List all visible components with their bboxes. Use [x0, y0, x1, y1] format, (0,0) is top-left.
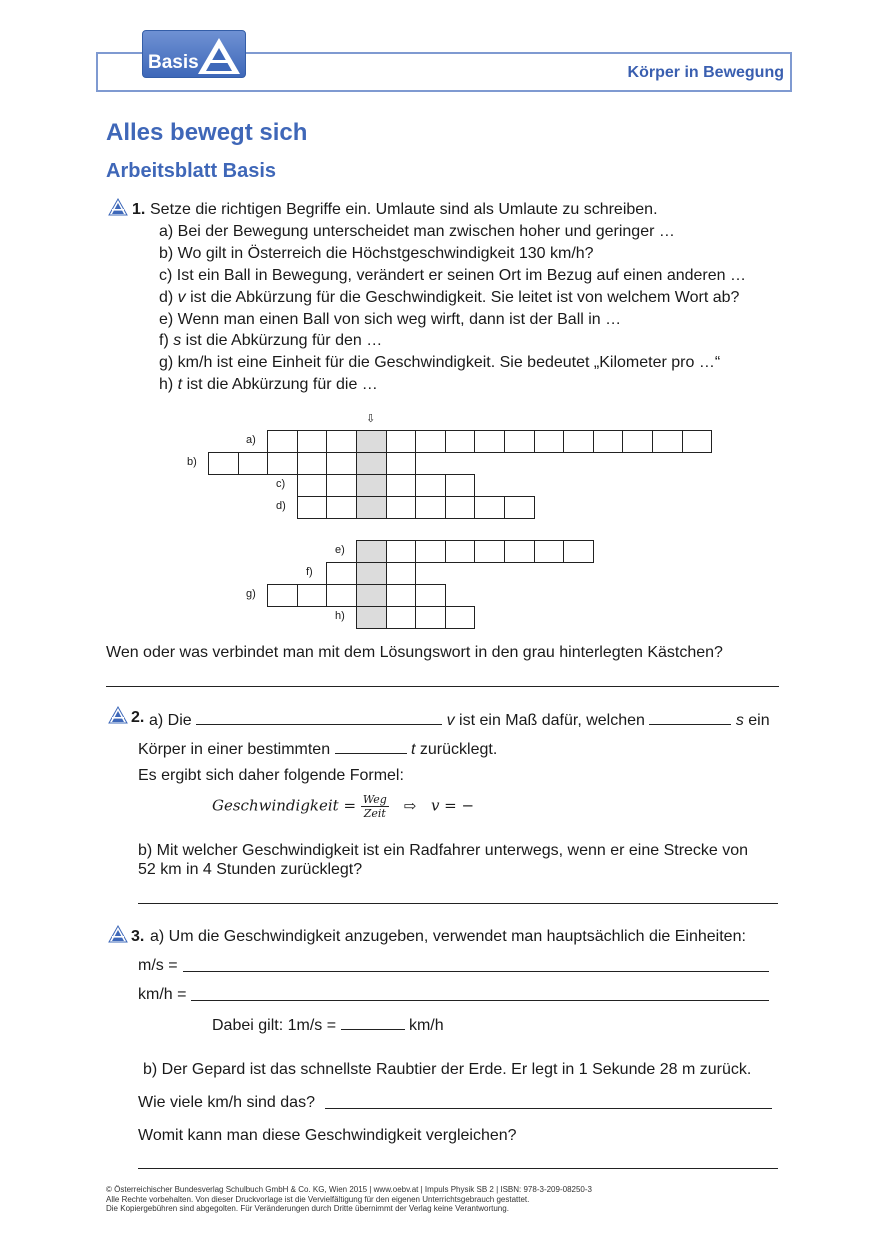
task1-item-d: d) v ist die Abkürzung für die Geschwindigkeit. Sie leitet ist von welchem Wort ab? [159, 289, 740, 306]
crossword-cell-h[interactable] [445, 606, 476, 629]
crossword-cell-h[interactable] [386, 606, 417, 629]
solution-arrow-icon: ⇩ [366, 413, 376, 425]
crossword-cell-e[interactable] [415, 540, 446, 563]
crossword-cell-b[interactable] [297, 452, 328, 475]
crossword-cell-b[interactable] [326, 452, 357, 475]
crossword-cell-d[interactable] [297, 496, 328, 519]
task2-line-a: a) Die v ist ein Maß dafür, welchen s ein [149, 708, 770, 731]
task3-b-text: b) Der Gepard ist das schnellste Raubtier der Erde. Er legt in 1 Sekunde 28 m zurück. [143, 1061, 752, 1078]
crossword-cell-b[interactable] [386, 452, 417, 475]
task1-number: 1. [132, 201, 146, 218]
crossword-cell-a[interactable] [445, 430, 476, 453]
crossword-cell-b[interactable] [356, 452, 387, 475]
crossword-cell-g[interactable] [267, 584, 298, 607]
logo-triangle-icon [196, 36, 242, 76]
answer-line-kmh[interactable] [191, 1000, 769, 1001]
crossword-cell-h[interactable] [356, 606, 387, 629]
page-subtitle: Arbeitsblatt Basis [106, 160, 277, 182]
crossword-cell-c[interactable] [326, 474, 357, 497]
crossword-cell-a[interactable] [267, 430, 298, 453]
crossword-cell-e[interactable] [386, 540, 417, 563]
task1-item-h: h) t ist die Abkürzung für die … [159, 376, 378, 393]
grid-label-c: c) [276, 478, 286, 490]
crossword-cell-a[interactable] [682, 430, 713, 453]
task1-item-c: c) Ist ein Ball in Bewegung, verändert er seinen Ort im Bezug auf einen anderen … [159, 267, 746, 284]
task2-line-b: Körper in einer bestimmten t zurücklegt. [138, 737, 497, 760]
crossword-cell-a[interactable] [386, 430, 417, 453]
page-title: Alles bewegt sich [106, 119, 308, 146]
grid-label-a: a) [246, 434, 256, 446]
task2-b-question-2: 52 km in 4 Stunden zurücklegt? [138, 861, 363, 878]
task2-number: 2. [131, 709, 145, 726]
formula-arrow-icon: ⇨ [403, 796, 417, 815]
blank-bestimmten[interactable] [335, 737, 407, 754]
task1-item-g: g) km/h ist eine Einheit für die Geschwindigkeit. Sie bedeutet „Kilometer pro …“ [159, 354, 721, 371]
crossword-cell-a[interactable] [563, 430, 594, 453]
crossword-cell-a[interactable] [593, 430, 624, 453]
footer [106, 1185, 592, 1214]
crossword-cell-f[interactable] [326, 562, 357, 585]
crossword-cell-g[interactable] [386, 584, 417, 607]
grid-label-f: f) [306, 566, 313, 578]
crossword-cell-f[interactable] [386, 562, 417, 585]
crossword-cell-e[interactable] [474, 540, 505, 563]
crossword-cell-c[interactable] [415, 474, 446, 497]
task1-item-f: f) s ist die Abkürzung für den … [159, 332, 383, 349]
grid-label-h: h) [335, 610, 345, 622]
crossword-cell-b[interactable] [208, 452, 239, 475]
answer-line-ms[interactable] [183, 971, 769, 972]
answer-line-kmh-gepard[interactable] [325, 1108, 772, 1109]
crossword-cell-e[interactable] [563, 540, 594, 563]
crossword-cell-e[interactable] [534, 540, 565, 563]
crossword-cell-a[interactable] [474, 430, 505, 453]
task3-dabei: Dabei gilt: 1m/s = km/h [212, 1013, 444, 1036]
pyramid-level-icon [108, 706, 128, 724]
task2-b-question-1: b) Mit welcher Geschwindigkeit ist ein Radfahrer unterwegs, wenn er eine Strecke von [138, 842, 749, 859]
pyramid-level-icon [108, 198, 128, 216]
task3-a-text: a) Um die Geschwindigkeit anzugeben, verwendet man hauptsächlich die Einheiten: [150, 928, 746, 945]
answer-line-3[interactable] [138, 1168, 778, 1169]
crossword-cell-a[interactable] [297, 430, 328, 453]
header-title: Körper in Bewegung [627, 64, 784, 81]
crossword-cell-a[interactable] [326, 430, 357, 453]
task3-wie-viele: Wie viele km/h sind das? [138, 1094, 315, 1111]
footer-line-1: © Österreichischer Bundesverlag Schulbuch GmbH & Co. KG, Wien 2015 | www.oebv.at | Impuls Physik SB 2 | ISBN: 978-3-209-08250-3 [106, 1185, 592, 1194]
grid-label-e: e) [335, 544, 345, 556]
task1-item-e: e) Wenn man einen Ball von sich weg wirft, dann ist der Ball in … [159, 311, 622, 328]
crossword-cell-e[interactable] [445, 540, 476, 563]
crossword-cell-g[interactable] [297, 584, 328, 607]
crossword-cell-e[interactable] [504, 540, 535, 563]
blank-welchen[interactable] [649, 708, 731, 725]
blank-die[interactable] [196, 708, 442, 725]
crossword-cell-h[interactable] [415, 606, 446, 629]
logo-text: Basis [148, 52, 199, 73]
grid-label-b: b) [187, 456, 197, 468]
crossword-cell-g[interactable] [356, 584, 387, 607]
crossword-cell-a[interactable] [356, 430, 387, 453]
crossword-cell-d[interactable] [445, 496, 476, 519]
crossword-cell-d[interactable] [356, 496, 387, 519]
answer-line-2[interactable] [138, 903, 778, 904]
crossword-cell-a[interactable] [504, 430, 535, 453]
task2-formula: Geschwindigkeit = $\frac{\text{Weg}}{\text{Zeit}}$ ⇨ v = − [212, 793, 475, 820]
crossword-cell-a[interactable] [534, 430, 565, 453]
task1-question: Wen oder was verbindet man mit dem Lösungswort in den grau hinterlegten Kästchen? [106, 644, 723, 661]
crossword-cell-c[interactable] [356, 474, 387, 497]
task3-kmh-label: km/h = [138, 986, 187, 1003]
grid-label-d: d) [276, 500, 286, 512]
crossword-cell-a[interactable] [652, 430, 683, 453]
crossword-cell-c[interactable] [386, 474, 417, 497]
crossword-cell-g[interactable] [326, 584, 357, 607]
blank-conversion[interactable] [341, 1013, 405, 1030]
crossword-cell-b[interactable] [238, 452, 269, 475]
crossword-cell-e[interactable] [356, 540, 387, 563]
task2-formula-intro: Es ergibt sich daher folgende Formel: [138, 767, 404, 784]
crossword-cell-c[interactable] [445, 474, 476, 497]
task3-womit: Womit kann man diese Geschwindigkeit vergleichen? [138, 1127, 517, 1144]
task3-ms-label: m/s = [138, 957, 178, 974]
crossword-cell-c[interactable] [297, 474, 328, 497]
crossword-cell-d[interactable] [415, 496, 446, 519]
task1-instruction: Setze die richtigen Begriffe ein. Umlaute sind als Umlaute zu schreiben. [150, 201, 658, 218]
task1-item-b: b) Wo gilt in Österreich die Höchstgeschwindigkeit 130 km/h? [159, 245, 594, 262]
crossword-cell-f[interactable] [356, 562, 387, 585]
footer-line-2: Alle Rechte vorbehalten. Von dieser Druckvorlage ist die Vervielfältigung für den eigenen Unterrichtsgebrauch gestattet. [106, 1194, 530, 1204]
crossword-cell-d[interactable] [474, 496, 505, 519]
footer-line-3: Die Kopiergebühren sind abgegolten. Für Veränderungen durch Dritte übernimmt der Verlag keine Verantwortung. [106, 1204, 509, 1213]
task1-item-a: a) Bei der Bewegung unterscheidet man zwischen hoher und geringer … [159, 223, 675, 240]
crossword-cell-d[interactable] [326, 496, 357, 519]
crossword-cell-b[interactable] [267, 452, 298, 475]
crossword-cell-d[interactable] [386, 496, 417, 519]
crossword-cell-a[interactable] [622, 430, 653, 453]
crossword-cell-g[interactable] [415, 584, 446, 607]
crossword-cell-d[interactable] [504, 496, 535, 519]
task3-number: 3. [131, 928, 145, 945]
pyramid-level-icon [108, 925, 128, 943]
grid-label-g: g) [246, 588, 256, 600]
answer-line-1[interactable] [106, 686, 779, 687]
crossword-cell-a[interactable] [415, 430, 446, 453]
